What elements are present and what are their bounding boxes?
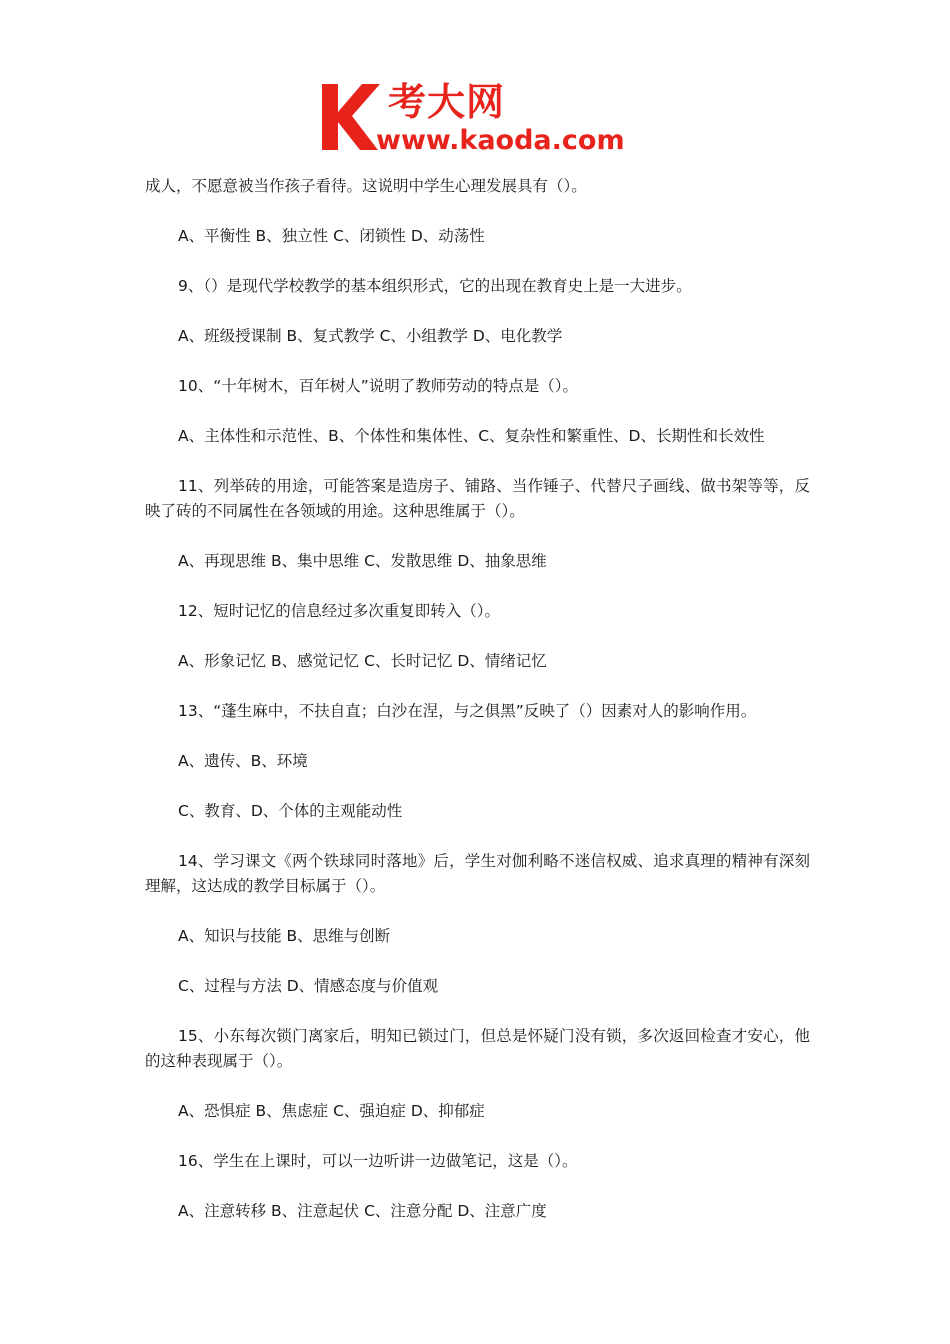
answer-options: A、再现思维 B、集中思维 C、发散思维 D、抽象思维 xyxy=(178,552,547,570)
kaoda-logo xyxy=(318,80,638,160)
answer-options: A、班级授课制 B、复式教学 C、小组教学 D、电化教学 xyxy=(178,327,563,345)
logo-title: 考大网 xyxy=(388,80,506,124)
answer-options: A、注意转移 B、注意起伏 C、注意分配 D、注意广度 xyxy=(178,1202,547,1220)
question-16: 16、学生在上课时，可以一边听讲一边做笔记，这是（）。 xyxy=(178,1152,578,1170)
answer-options: C、教育、D、个体的主观能动性 xyxy=(178,802,403,820)
question-13: 13、“蓬生麻中，不扶自直；白沙在涅，与之俱黑”反映了（）因素对人的影响作用。 xyxy=(178,702,757,720)
answer-options: A、知识与技能 B、思维与创断 xyxy=(178,927,391,945)
logo-url: www.kaoda.com xyxy=(376,125,625,156)
document-body xyxy=(145,170,810,1224)
answer-options: A、平衡性 B、独立性 C、闭锁性 D、动荡性 xyxy=(178,227,485,245)
answer-options: A、恐惧症 B、焦虑症 C、强迫症 D、抑郁症 xyxy=(178,1102,485,1120)
answer-options: A、形象记忆 B、感觉记忆 C、长时记忆 D、情绪记忆 xyxy=(178,652,547,670)
answer-options: A、遗传、B、环境 xyxy=(178,752,308,770)
question-9: 9、（）是现代学校教学的基本组织形式，它的出现在教育史上是一大进步。 xyxy=(178,277,692,295)
k-logo-icon xyxy=(318,80,384,152)
answer-options: C、过程与方法 D、情感态度与价值观 xyxy=(178,977,439,995)
question-14: 14、学习课文《两个铁球同时落地》后，学生对伽利略不迷信权威、追求真理的精神有深刻理解，这达成的教学目标属于（）。 xyxy=(145,852,810,895)
question-11: 11、列举砖的用途，可能答案是造房子、铺路、当作锤子、代替尺子画线、做书架等等，反映了砖的不同属性在各领域的用途。这种思维属于（）。 xyxy=(145,477,810,520)
question-10: 10、“十年树木，百年树人”说明了教师劳动的特点是（）。 xyxy=(178,377,579,395)
question-15: 15、小东每次锁门离家后，明知已锁过门，但总是怀疑门没有锁，多次返回检查才安心，他的这种表现属于（）。 xyxy=(145,1027,810,1070)
question-text: 成人，不愿意被当作孩子看待。这说明中学生心理发展具有（）。 xyxy=(145,177,587,195)
answer-options: A、主体性和示范性、B、个体性和集体性、C、复杂性和繁重性、D、长期性和长效性 xyxy=(178,427,765,445)
question-12: 12、短时记忆的信息经过多次重复即转入（）。 xyxy=(178,602,500,620)
